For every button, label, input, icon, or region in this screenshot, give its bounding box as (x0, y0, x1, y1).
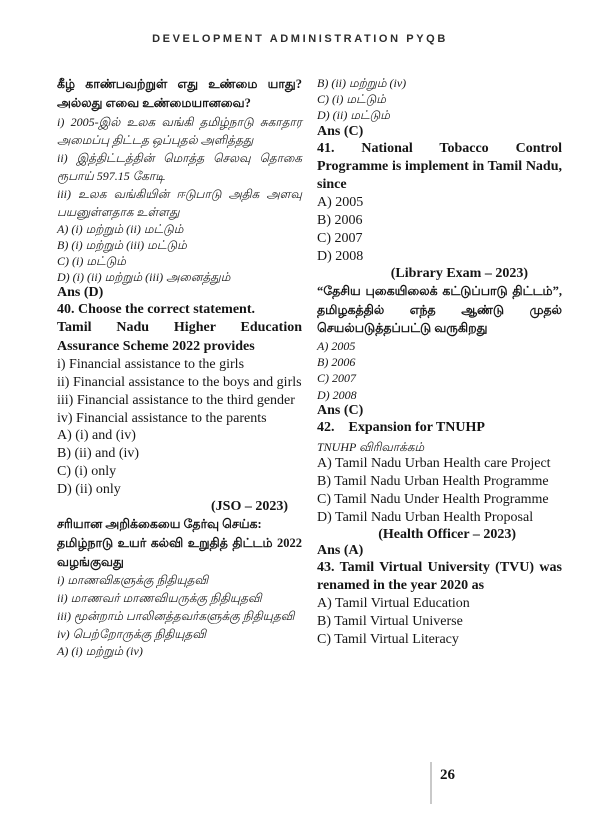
q39-option-c: C) (i) மட்டும் (57, 253, 126, 268)
q43-heading: 43. Tamil Virtual University (TVU) was renamed in the year 2020 as (317, 559, 562, 593)
q41-option-tamil-d: D) 2008 (317, 387, 357, 402)
right-column (317, 75, 562, 660)
q40-answer-line: Ans (C) (317, 123, 364, 139)
q39-item-ii: ii) இத்திட்டத்தின் மொத்த செலவு தொகை ரூபாய் 597.15 கோடி (57, 150, 302, 183)
q39-option-d: D) (i) (ii) மற்றும் (iii) அனைத்தும் (57, 270, 231, 285)
q40-item-i: i) Financial assistance to the girls (57, 356, 245, 372)
q40-item-ii: ii) Financial assistance to the boys and girls (57, 374, 302, 390)
content-columns (57, 75, 562, 660)
q41-option-tamil-a: A) 2005 (317, 339, 356, 353)
q40-item-iii: iii) Financial assistance to the third gender (57, 392, 295, 408)
q40-option-d: D) (ii) only (57, 482, 121, 498)
q41-option-c: C) 2007 (317, 230, 363, 246)
q42-heading: 42. Expansion for TNUHP (317, 419, 485, 435)
q41-option-b: B) 2006 (317, 213, 363, 229)
q42-stem-tamil: TNUHP விரிவாக்கம் (317, 439, 425, 454)
q40-option-tamil-d: D) (ii) மட்டும் (317, 108, 390, 123)
q40-item-tamil-ii: ii) மாணவர் மாணவியருக்கு நிதியுதவி (57, 591, 262, 606)
q40-option-b: B) (ii) and (iv) (57, 446, 140, 462)
q40-item-tamil-iv: iv) பெற்றோருக்கு நிதியுதவி (57, 627, 206, 642)
q41-stem-tamil: “தேசிய புகையிலைக் கட்டுப்பாடு திட்டம்”, தமிழகத்தில் எந்த ஆண்டு முதல் செயல்படுத்தப்பட்டு வருகிறது (317, 283, 562, 336)
q40-stem-tamil: தமிழ்நாடு உயர் கல்வி உறுதித் திட்டம் 2022 வழங்குவது (57, 535, 302, 569)
q43-option-c: C) Tamil Virtual Literacy (317, 631, 459, 647)
q41-option-tamil-b: B) 2006 (317, 355, 356, 370)
page-number: 26 (440, 767, 455, 783)
q41-heading: 41. National Tobacco Control Programme is implement in Tamil Nadu, since (317, 140, 562, 192)
q39-item-iii: iii) உலக வங்கியின் ஈடுபாடு அதிக அளவு பயனுள்ளதாக உள்ளது (57, 186, 302, 219)
q42-option-b: B) Tamil Nadu Urban Health Programme (317, 474, 549, 490)
q42-option-c: C) Tamil Nadu Under Health Programme (317, 491, 549, 507)
q43-option-a: A) Tamil Virtual Education (317, 596, 470, 612)
q40-option-tamil-c: C) (i) மட்டும் (317, 92, 386, 107)
q41-option-a: A) 2005 (317, 195, 364, 211)
left-column (57, 75, 302, 660)
q43-option-b: B) Tamil Virtual Universe (317, 614, 463, 630)
page-footer (430, 762, 455, 804)
q39-option-b: B) (i) மற்றும் (iii) மட்டும் (57, 237, 187, 252)
q40-instruction-tamil: சரியான அறிக்கையை தேர்வு செய்க: (57, 517, 262, 532)
q41-option-d: D) 2008 (317, 248, 364, 264)
q39-stem-tamil: கீழ் காண்பவற்றுள் எது உண்மை யாது? அல்லது எவை உண்மையானவை? (57, 77, 302, 110)
q40-heading: 40. Choose the correct statement. (57, 302, 256, 318)
q40-option-tamil-a: A) (i) மற்றும் (iv) (57, 644, 143, 659)
q39-option-a: A) (i) மற்றும் (ii) மட்டும் (57, 221, 184, 236)
q40-option-a: A) (i) and (iv) (57, 428, 136, 444)
footer-rule (430, 762, 432, 804)
q40-subheading: Tamil Nadu Higher Education Assurance Scheme 2022 provides (57, 320, 302, 354)
q42-option-d: D) Tamil Nadu Urban Health Proposal (317, 509, 534, 525)
q40-option-tamil-b: B) (ii) மற்றும் (iv) (317, 76, 407, 90)
q39-answer-line: Ans (D) (57, 285, 104, 301)
q42-answer-line: Ans (A) (317, 542, 364, 558)
q41-option-tamil-c: C) 2007 (317, 371, 356, 386)
q40-option-c: C) (i) only (57, 464, 117, 480)
q40-item-tamil-iii: iii) மூன்றாம் பாலினத்தவர்களுக்கு நிதியுதவி (57, 609, 295, 624)
q40-item-iv: iv) Financial assistance to the parents (57, 410, 267, 426)
q41-answer-line: Ans (C) (317, 402, 364, 418)
q42-option-a: A) Tamil Nadu Urban Health care Project (317, 456, 551, 472)
q40-exam-tag: (JSO – 2023) (211, 499, 288, 515)
q39-item-i: i) 2005-இல் உலக வங்கி தமிழ்நாடு சுகாதார அமைப்பு திட்டத ஒப்புதல் அளித்தது (57, 114, 302, 147)
q40-item-tamil-i: i) மாணவிகளுக்கு நிதியுதவி (57, 573, 209, 588)
page-header-title: DEVELOPMENT ADMINISTRATION PYQB (152, 33, 448, 45)
q42-exam-tag: (Health Officer – 2023) (378, 526, 516, 542)
q41-exam-tag: (Library Exam – 2023) (390, 265, 528, 281)
